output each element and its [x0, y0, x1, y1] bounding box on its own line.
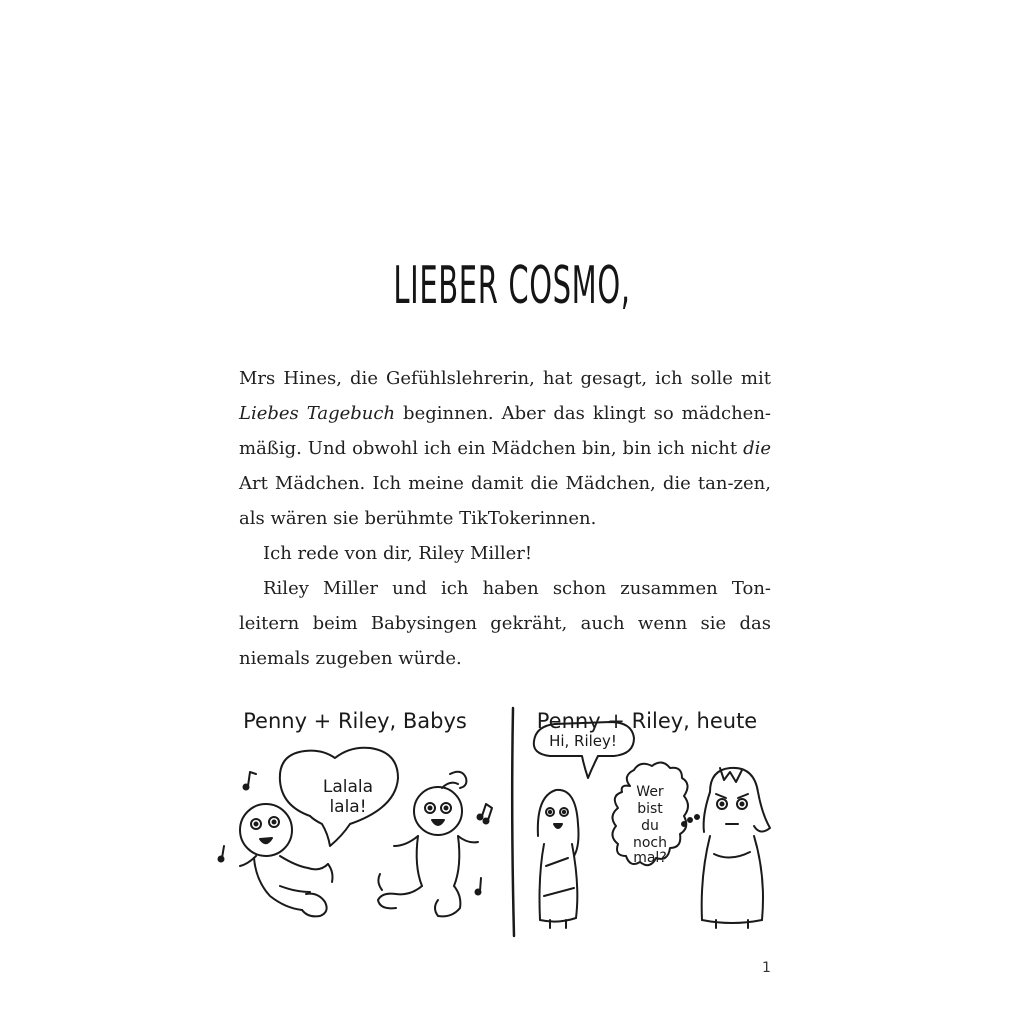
penny-today-figure	[538, 790, 579, 928]
left-panel-caption: Penny + Riley, Babys	[243, 709, 467, 733]
chapter-title: LIEBER COSMO,	[393, 256, 631, 316]
music-note-icon	[478, 804, 493, 824]
riley-today-figure	[702, 768, 770, 928]
left-bubble-line-1: Lalala	[322, 777, 374, 797]
paragraph-1-part-3: Art Mädchen. Ich meine damit die Mädchen, die tan-zen, als wären sie berühmte TikTokerinnen.	[239, 473, 771, 529]
thought-line-5: mal?	[633, 850, 667, 866]
paragraph-1	[239, 361, 771, 536]
left-bubble-line-2: lala!	[329, 797, 367, 817]
right-panel-caption: Penny + Riley, heute	[536, 709, 758, 733]
thought-line-3: du	[641, 818, 659, 834]
music-note-icon	[244, 772, 257, 790]
music-note-icon	[219, 846, 225, 862]
paragraph-1-part-2: beginnen. Aber das klingt so mädchen-mäßig. Und obwohl ich ein Mädchen bin, bin ich nicht	[239, 403, 771, 459]
panel-divider	[512, 708, 514, 936]
paragraph-3: Riley Miller und ich haben schon zusammen Ton-leitern beim Babysingen gekräht, auch wenn sie das niemals zugeben würde.	[239, 578, 771, 669]
body-text	[239, 361, 771, 676]
baby-penny-figure	[240, 804, 333, 916]
music-note-icon	[476, 878, 482, 895]
paragraph-1-line-1: Mrs Hines, die Gefühlslehrerin, hat gesagt, ich solle mit	[239, 368, 771, 389]
right-bubble-text: Hi, Riley!	[549, 732, 617, 750]
thought-line-1: Wer	[636, 784, 664, 800]
paragraph-2: Ich rede von dir, Riley Miller!	[263, 543, 533, 564]
thought-line-4: noch	[632, 835, 668, 851]
page-number: 1	[762, 960, 771, 976]
paragraph-1-italic-1: Liebes Tagebuch	[239, 403, 396, 424]
paragraph-1-italic-2: die	[743, 438, 771, 459]
comic-illustration	[210, 696, 785, 946]
thought-line-2: bist	[637, 801, 663, 817]
